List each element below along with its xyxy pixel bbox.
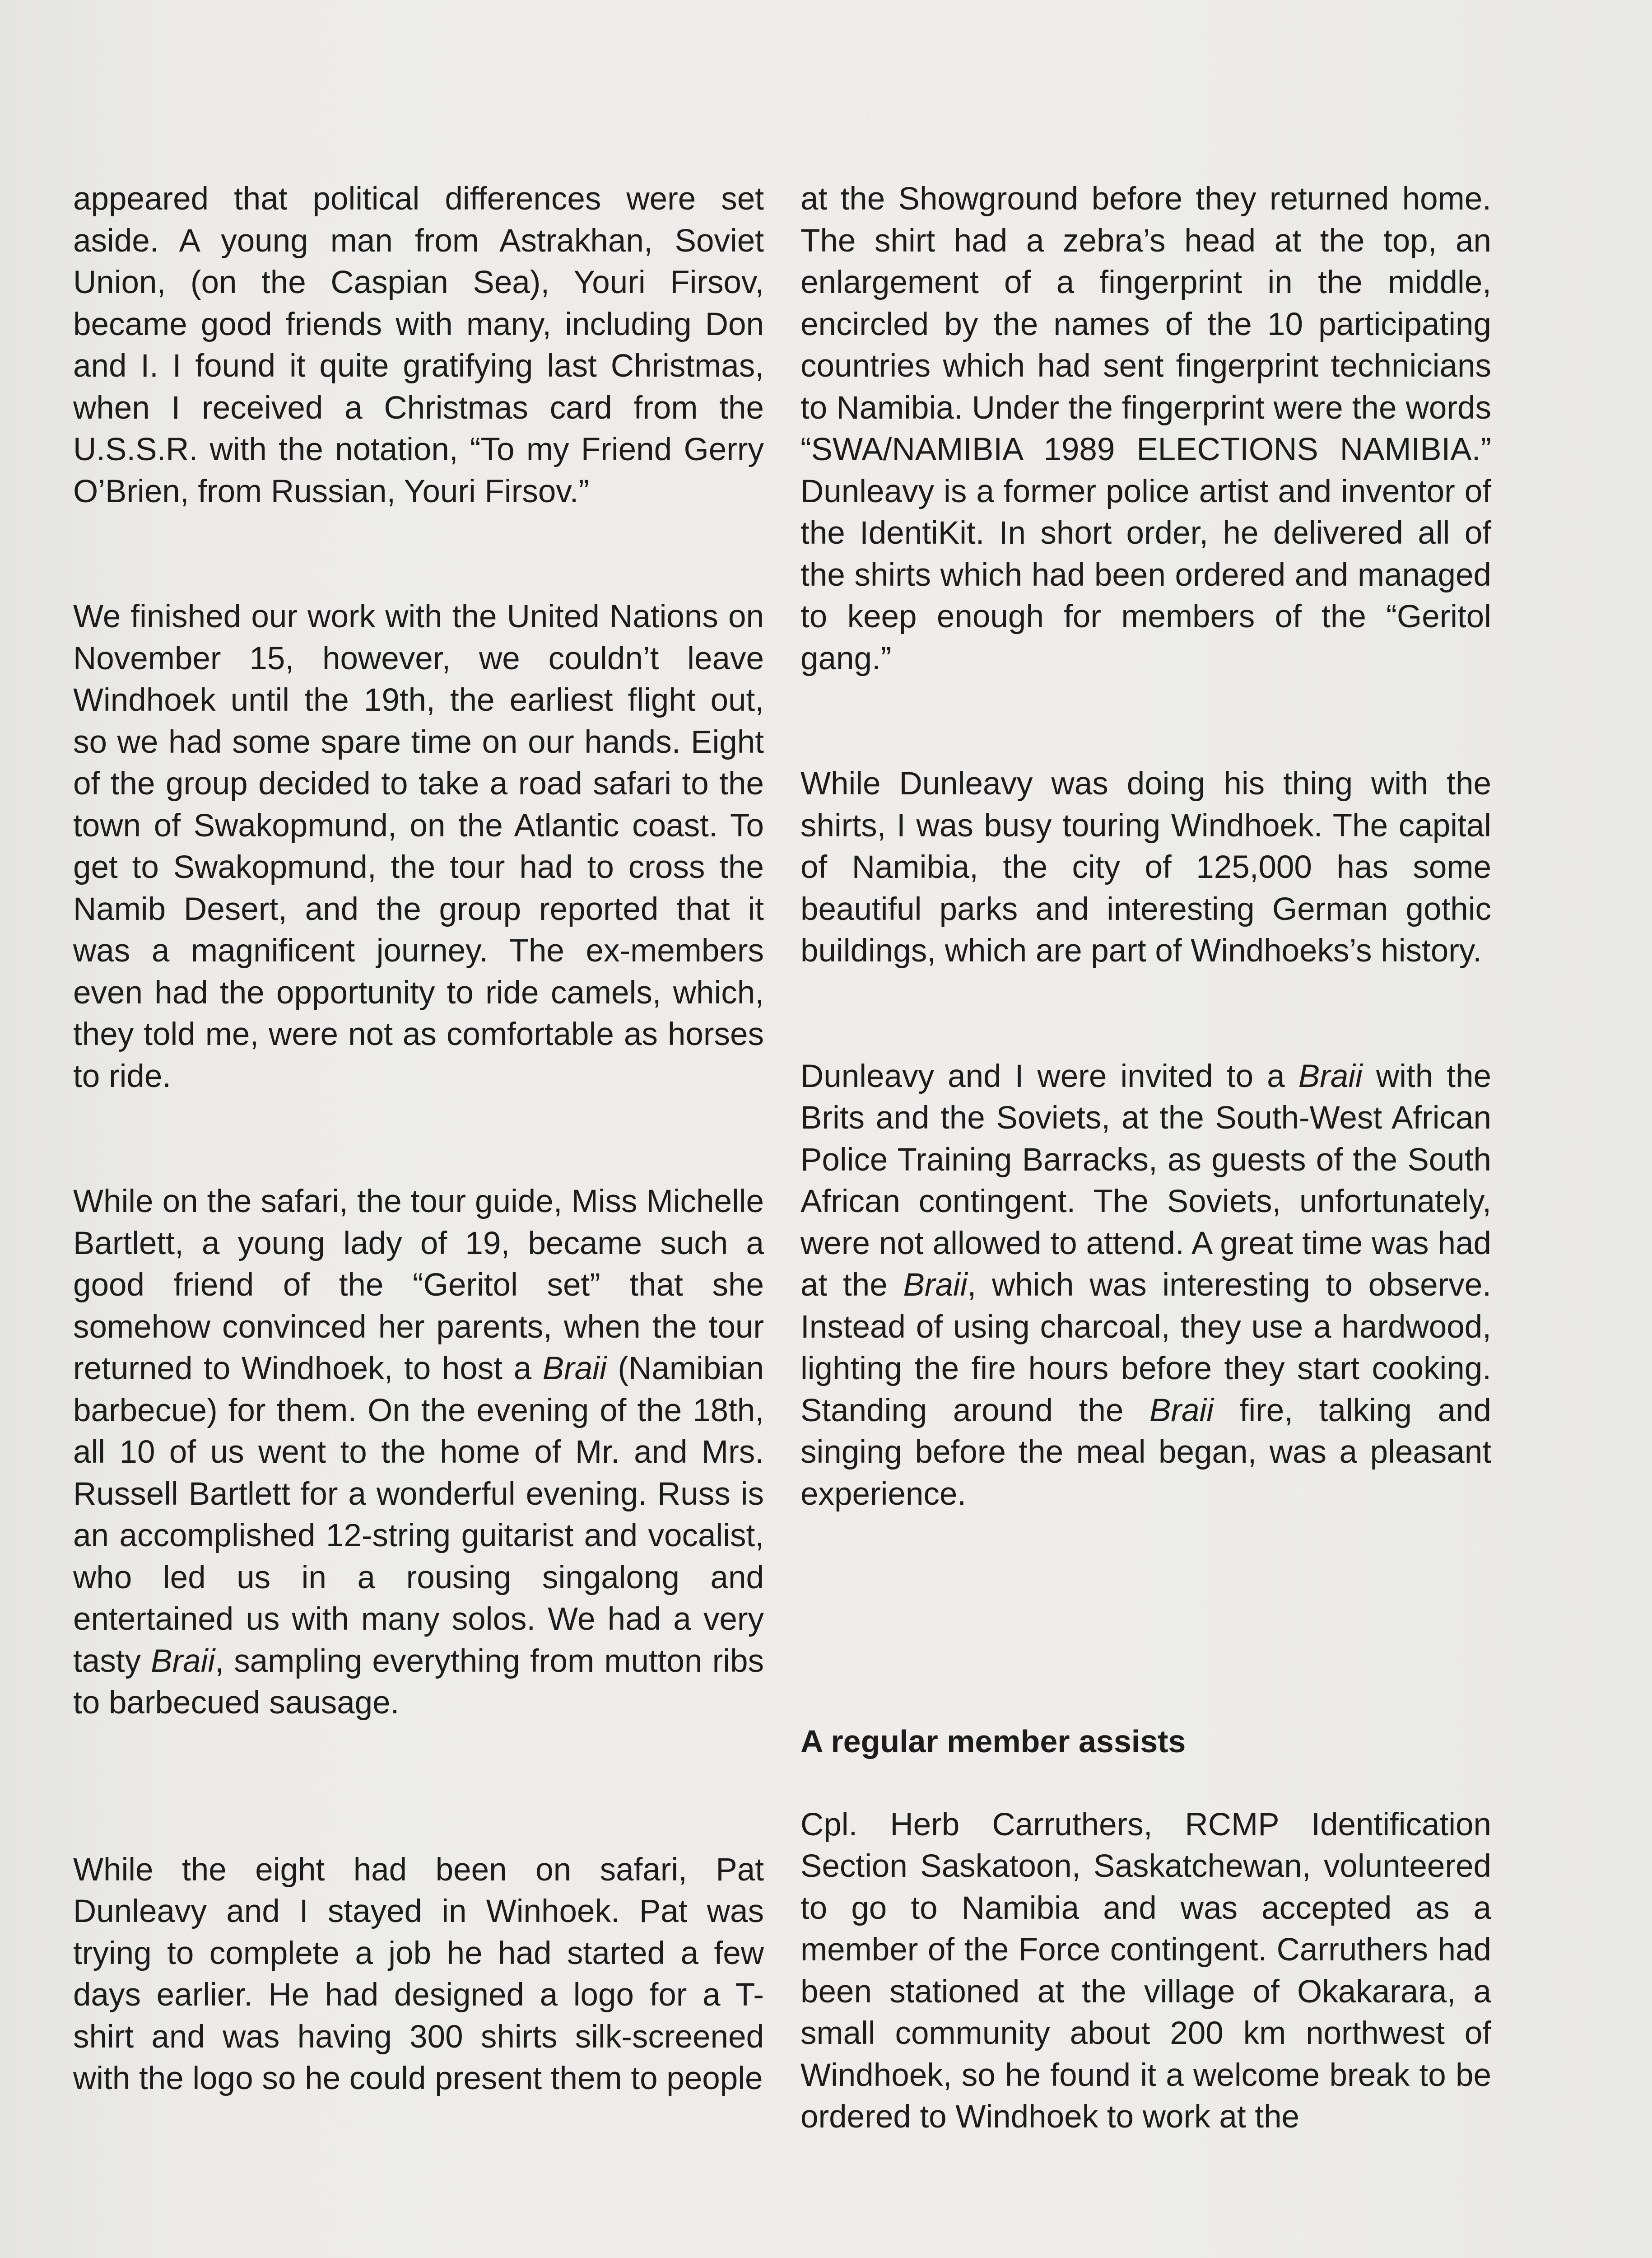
italic-term: Braii <box>903 1267 968 1303</box>
paragraph-political-differences: appeared that political differences were set aside. A young man from Astrakhan, Soviet Union, (on the Caspian Sea), Youri Firsov, became good friends with many, including Don and I. I found it quite gratifying last Christmas, when I received a Christmas card from the U.S.S.R. with the notation, “To my Friend Gerry O’Brien, from Russian, Youri Firsov.” <box>73 181 764 509</box>
italic-term: Braii <box>1298 1058 1363 1094</box>
paragraph-carruthers: Cpl. Herb Carruthers, RCMP Identification Section Saskatoon, Saskatchewan, volunteered to go to Namibia and was accepted as a member of the Force contingent. Carruthers had been stationed at the village of Okakarara, a small community about 200 km northwest of Windhoek, so he found it a welcome break to be ordered to Windhoek to work at the <box>800 1806 1491 2135</box>
paragraph-touring-windhoek: While Dunleavy was doing his thing with the shirts, I was busy touring Windhoek. The capital of Namibia, the city of 125,000 has some beautiful parks and interesting German gothic buildings, which are part of Windhoeks’s history. <box>800 766 1491 969</box>
paragraph-tshirt-logo: While the eight had been on safari, Pat Dunleavy and I stayed in Winhoek. Pat was trying to complete a job he had started a few days earlier. He had designed a logo for a T-shirt and was having 300 shirts silk-screened with the logo so he could present them to people <box>73 1852 764 2096</box>
italic-term: Braii <box>1149 1392 1214 1428</box>
paragraph-finished-work: We finished our work with the United Nations on November 15, however, we couldn’t leave Windhoek until the 19th, the earliest flight out, so we had some spare time on our hands. Eight of the group decided to take a road safari to the town of Swakopmund, on the Atlantic coast. To get to Swakopmund, the tour had to cross the Namib Desert, and the group reported that it was a magnificent journey. The ex-members even had the opportunity to ride camels, which, they told me, were not as comfortable as horses to ride. <box>73 599 764 1094</box>
paragraph-braii-invitation: Dunleavy and I were invited to a Braii with the Brits and the Soviets, at the South-West African Police Training Barracks, as guests of the South African contingent. The Soviets, unfortunately, were not allowed to attend. A great time was had at the Braii, which was interesting to observe. Instead of using charcoal, they use a hardwood, lighting the fire hours before they start cooking. Standing around the Braii fire, talking and singing before the meal began, was a pleasant experience. <box>800 1058 1491 1512</box>
right-column <box>800 178 1491 2138</box>
section-heading: A regular member assists <box>800 1724 1186 1759</box>
italic-term: Braii <box>542 1351 607 1386</box>
paragraph-showground-shirt: at the Showground before they returned home. The shirt had a zebra’s head at the top, an enlargement of a fingerprint in the middle, encircled by the names of the 10 participating countries which had sent fingerprint technicians to Namibia. Under the fingerprint were the words “SWA/NAMIBIA 1989 ELECTIONS NAMIBIA.” Dunleavy is a former police artist and inventor of the IdentiKit. In short order, he delivered all of the shirts which had been ordered and managed to keep enough for members of the “Geritol gang.” <box>800 181 1491 676</box>
paragraph-safari-braii: While on the safari, the tour guide, Miss Michelle Bartlett, a young lady of 19, became such a good friend of the “Geritol set” that she somehow convinced her parents, when the tour returned to Windhoek, to host a Braii (Namibian barbecue) for them. On the evening of the 18th, all 10 of us went to the home of Mr. and Mrs. Russell Bartlett for a wonderful evening. Russ is an accomplished 12-string guitarist and vocalist, who led us in a rousing singalong and entertained us with many solos. We had a very tasty Braii, sampling everything from mutton ribs to barbecued sausage. <box>73 1184 764 1721</box>
left-column <box>73 178 764 2100</box>
italic-term: Braii <box>151 1643 215 1679</box>
